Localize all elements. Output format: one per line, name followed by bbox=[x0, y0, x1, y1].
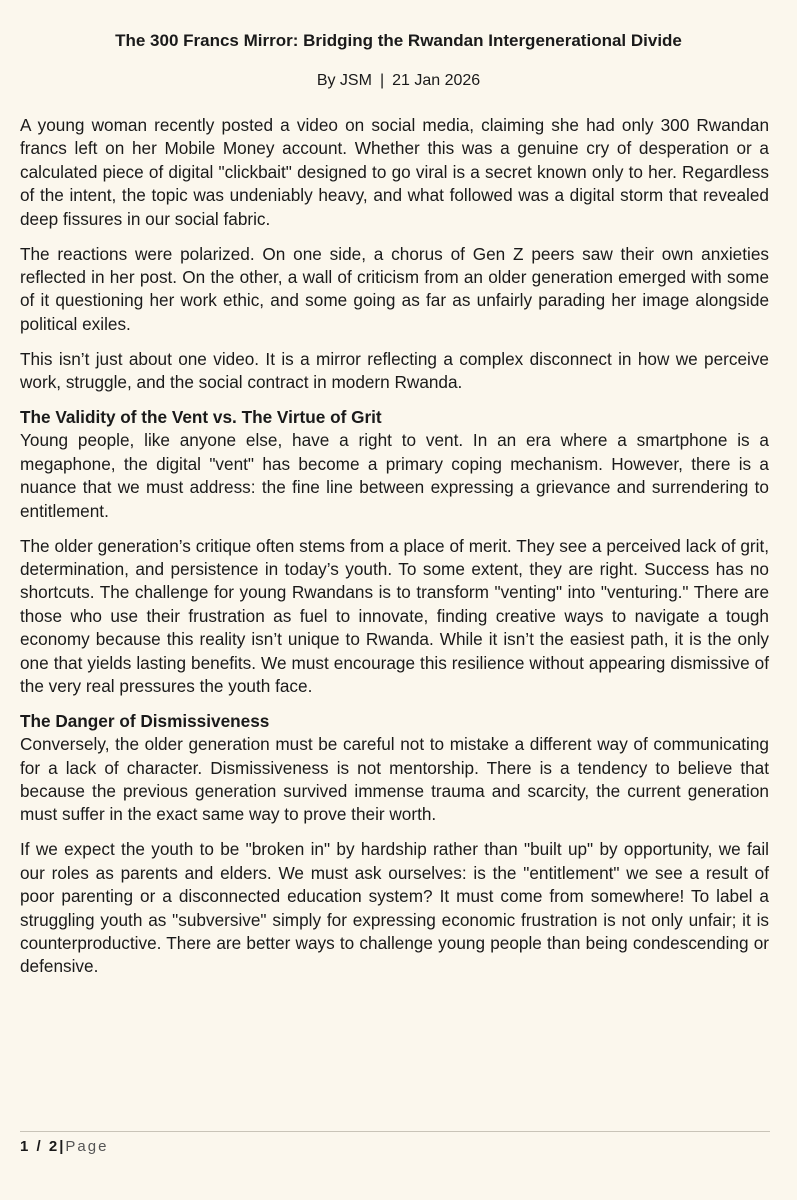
paragraph: The older generation’s critique often stems from a place of merit. They see a perceived lack of grit, determination, and persistence in today’s youth. To some extent, they are right. Success has no shortcuts. The challenge for young Rwandans is to transform "venting" into "venturing." There are those who use their frustration as fuel to innovate, finding creative ways to navigate a tough economy because this reality isn’t unique to Rwanda. While it isn’t the easiest path, it is the only one that yields lasting benefits. We must encourage this resilience without appearing dismissive of the very real pressures the youth face. bbox=[20, 535, 769, 696]
page-number: 1 / 2 bbox=[20, 1138, 60, 1155]
paragraph: If we expect the youth to be "broken in" by hardship rather than "built up" by opportunity, we fail our roles as parents and elders. We must ask ourselves: is the "entitlement" we see a result of poor parenting or a disconnected education system? It must come from somewhere! To label a struggling youth as "subversive" simply for expressing economic frustration is not only unfair; it is counterproductive. There are better ways to challenge young people than being condescending or defensive. bbox=[20, 839, 769, 977]
page-footer bbox=[20, 1138, 108, 1155]
author: By JSM bbox=[316, 72, 372, 89]
paragraph: The reactions were polarized. On one side, a chorus of Gen Z peers saw their own anxieties reflected in her post. On the other, a wall of criticism from an older generation emerged with some of it questioning her work ethic, and some going as far as unfairly parading her image alongside political exiles. bbox=[20, 243, 769, 334]
section-heading: The Validity of the Vent vs. The Virtue of Grit bbox=[20, 406, 382, 427]
byline bbox=[0, 72, 797, 90]
paragraph: A young woman recently posted a video on social media, claiming she had only 300 Rwandan francs left on her Mobile Money account. Whether this was a genuine cry of desperation or a calculated piece of digital "clickbait" designed to go viral is a secret known only to her. Regardless of the intent, the topic was undeniably heavy, and what followed was a digital storm that revealed deep fissures in our social fabric. bbox=[20, 115, 769, 229]
section-heading: The Danger of Dismissiveness bbox=[20, 710, 270, 731]
publish-date: 21 Jan 2026 bbox=[392, 72, 481, 89]
paragraph: Conversely, the older generation must be careful not to mistake a different way of communicating for a lack of character. Dismissiveness is not mentorship. There is a tendency to believe that because the previous generation survived immense trauma and scarcity, the current generation must suffer in the exact same way to prove their worth. bbox=[20, 734, 769, 825]
article-body bbox=[20, 114, 769, 990]
byline-separator: | bbox=[379, 72, 385, 89]
footer-divider bbox=[20, 1131, 770, 1132]
page-label: Page bbox=[65, 1138, 109, 1155]
paragraph: This isn’t just about one video. It is a mirror reflecting a complex disconnect in how we perceive work, struggle, and the social contract in modern Rwanda. bbox=[20, 348, 769, 393]
article-title: The 300 Francs Mirror: Bridging the Rwandan Intergenerational Divide bbox=[115, 31, 682, 50]
paragraph: Young people, like anyone else, have a right to vent. In an era where a smartphone is a megaphone, the digital "vent" has become a primary coping mechanism. However, there is a nuance that we must address: the fine line between expressing a grievance and surrendering to entitlement. bbox=[20, 430, 769, 521]
footer-separator: | bbox=[59, 1138, 66, 1155]
